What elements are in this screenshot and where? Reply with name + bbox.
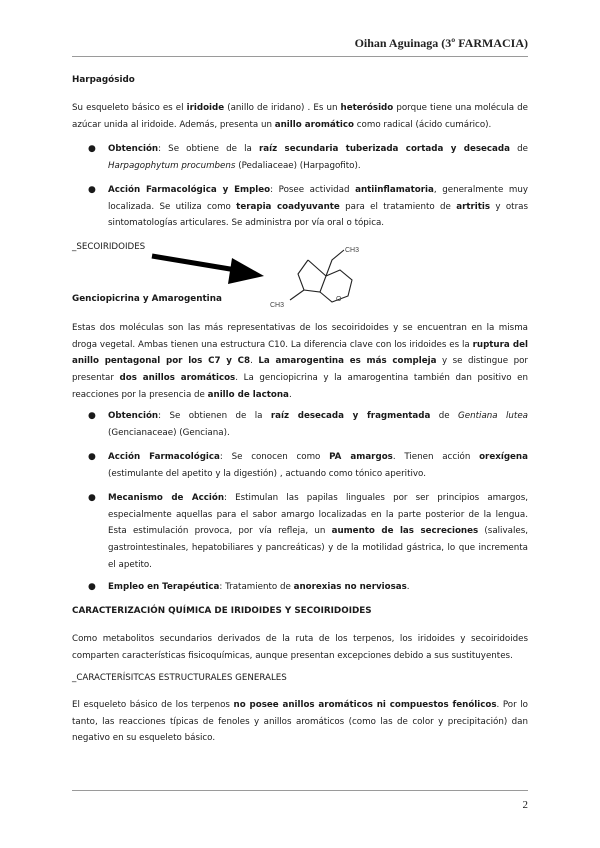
header-author: Oihan Aguinaga (3º FARMACIA) [354,36,528,50]
genciopicrina-title: Genciopicrina y Amarogentina [72,294,222,304]
genciopicrina-accion: Acción Farmacológica: Se conocen como PA amargos. Tienen acción orexígena (estimulante del apetito y la digestión) , actuando como tónico aperitivo. [108,452,528,479]
bullet-dot: ● [88,582,96,592]
chemical-structure [290,250,352,302]
harpagosido-title: Harpagósido [72,75,135,85]
ch3-label-top: CH3 [345,247,360,254]
genciopicrina-paragraph: Estas dos moléculas son las más representativas de los secoiridoides y se encuentran en la misma droga vegetal. Ambas tienen una estructura C10. La diferencia clave con los iridoides es la ruptura del anillo pentagonal por los C7 y C8. La amarogentina es más compleja y se distingue por presentar dos anillos aromáticos. La genciopicrina y la amarogentina también dan positivo en reacciones por la presencia de anillo de lactona. [72,323,528,400]
bullet-dot: ● [88,411,96,421]
secoiridoides-label: _SECOIRIDOIDES [72,242,146,252]
arrow-head [228,258,264,284]
bullet-dot: ● [88,185,96,195]
genciopicrina-mecanismo: Mecanismo de Acción: Estimulan las papilas linguales por ser principios amargos, especialmente aquellas para el sabor amargo localizadas en la parte posterior de la lengua. Esta estimulación provoca, por vía refleja, un aumento de las secreciones (salivales, gastrointestinales, hepatobiliares y pancreáticas) y de la motilidad gástrica, lo que incrementa el apetito. [108,493,529,570]
caracterizacion-paragraph: Como metabolitos secundarios derivados de la ruta de los terpenos, los iridoides y secoiridoides comparten características fisicoquímicas, aunque presentan excepciones debido a sus sustituyentes. [72,634,528,661]
secoiridoid-structure-figure [140,232,380,322]
oxygen-label: O [336,296,342,303]
harpagosido-accion: Acción Farmacológica y Empleo: Posee actividad antiinflamatoria, generalmente muy localizada. Se utiliza como terapia coadyuvante para el tratamiento de artritis y otras sintomatologías articulares. Se administra por vía oral o tópica. [108,185,529,229]
genciopicrina-obtencion: Obtención: Se obtienen de la raíz desecada y fragmentada de Gentiana lutea (Gencianaceae) (Genciana). [108,411,529,438]
caracterizacion-title: CARACTERIZACIÓN QUÍMICA DE IRIDOIDES Y SECOIRIDOIDES [72,606,372,616]
bullet-dot: ● [88,493,96,503]
bullet-dot: ● [88,452,96,462]
ch3-label-left: CH3 [270,302,285,309]
harpagosido-obtencion: Obtención: Se obtiene de la raíz secundaria tuberizada cortada y desecada de Harpagophytum procumbens (Pedaliaceae) (Harpagofito). [108,144,528,171]
genciopicrina-empleo: Empleo en Terapéutica: Tratamiento de anorexias no nerviosas. [108,582,410,592]
harpagosido-intro: Su esqueleto básico es el iridoide (anillo de iridano) . Es un heterósido porque tiene una molécula de azúcar unida al iridoide. Además, presenta un anillo aromático como radical (ácido cumárico). [72,103,528,130]
bullet-dot: ● [88,144,96,154]
page-number: 2 [522,799,528,811]
caracteristicas-paragraph: El esqueleto básico de los terpenos no posee anillos aromáticos ni compuestos fenólicos. Por lo tanto, las reacciones típicas de fenoles y anillos aromáticos (como las de color y precipitación) dan negativo en su esqueleto básico. [72,700,528,744]
arrow-shaft [152,256,236,270]
header-rule [72,56,528,57]
footer-rule [72,790,528,791]
caracteristicas-subheading: _CARACTERÍSITCAS ESTRUCTURALES GENERALES [72,673,287,683]
